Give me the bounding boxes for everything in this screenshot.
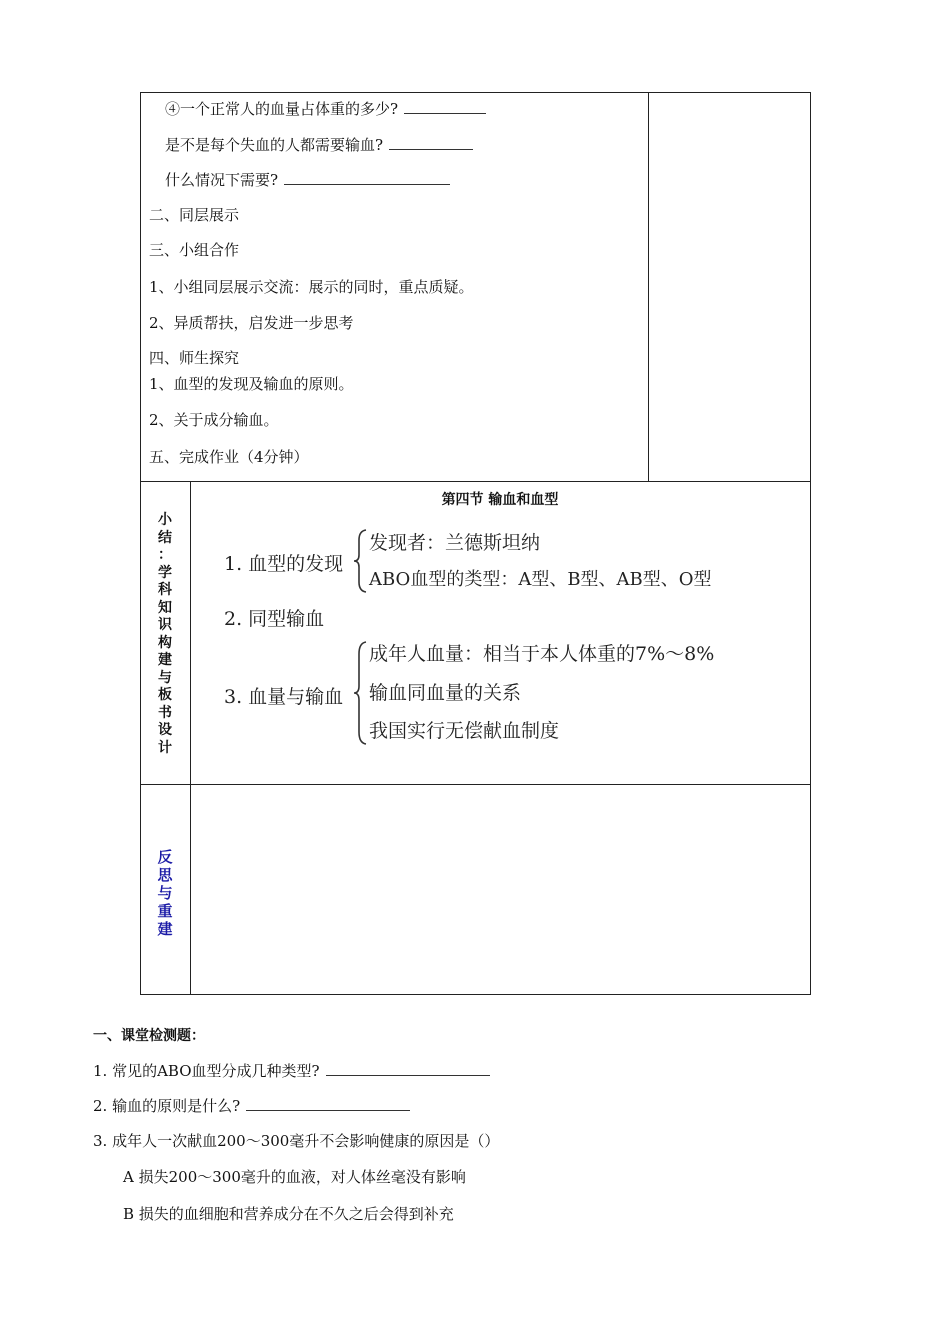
step-4-2: 2、关于成分输血。 <box>149 411 279 429</box>
side-label-char: 科 <box>158 582 172 598</box>
exercise-q1: 1. 常见的ABO血型分成几种类型? <box>93 1063 490 1079</box>
side-label-char: 建 <box>158 652 172 668</box>
side-label-char: 构 <box>158 634 172 651</box>
side-label-char: 与 <box>158 669 172 686</box>
step-3-2: 2、异质帮扶，启发进一步思考 <box>149 314 354 332</box>
side-label-char: 结 <box>158 529 172 546</box>
summary-title: 第四节 输血和血型 <box>441 492 559 508</box>
board-item-3-sub-2: 输血同血量的关系 <box>369 682 522 704</box>
board-item-2-label: 2. 同型输血 <box>224 608 325 630</box>
question-4-line-1: ④一个正常人的血量占体重的多少? <box>165 101 486 117</box>
answer-blank[interactable] <box>326 1063 490 1076</box>
side-label-char: 重 <box>157 902 173 920</box>
side-label-char: 与 <box>157 884 173 902</box>
board-item-3-sub-3: 我国实行无偿献血制度 <box>369 720 560 742</box>
step-3-1: 1、小组同层展示交流：展示的同时，重点质疑。 <box>149 278 474 296</box>
side-label-char: 学 <box>158 564 172 581</box>
reflection-side-label <box>155 848 175 938</box>
exercise-q3-option-b[interactable]: B 损失的血细胞和营养成分在不久之后会得到补充 <box>123 1205 454 1223</box>
table-border-right <box>810 92 811 995</box>
reflection-area[interactable] <box>191 785 810 994</box>
table-row-separator-1 <box>140 481 811 482</box>
side-label-char: 识 <box>158 617 172 633</box>
answer-blank[interactable] <box>284 172 450 185</box>
answer-blank[interactable] <box>389 137 473 150</box>
question-4-line-2: 是不是每个失血的人都需要输血? <box>165 137 473 153</box>
board-item-3-label: 3. 血量与输血 <box>224 686 344 708</box>
brace-icon <box>353 528 369 594</box>
exercise-q2: 2. 输血的原则是什么? <box>93 1098 410 1114</box>
side-label-char: 板 <box>158 687 172 703</box>
answer-blank[interactable] <box>246 1098 410 1111</box>
side-label-char: 小 <box>158 512 172 528</box>
summary-side-label <box>155 512 175 757</box>
side-label-char: ： <box>158 547 172 563</box>
question-4-line-3: 什么情况下需要? <box>165 172 450 188</box>
side-label-char: 建 <box>157 920 173 938</box>
side-label-char: 设 <box>158 722 172 738</box>
exercise-q3-option-a[interactable]: A 损失200～300毫升的血液，对人体丝毫没有影响 <box>123 1168 466 1186</box>
exercises-heading: 一、课堂检测题： <box>93 1028 205 1044</box>
brace-icon <box>353 640 369 746</box>
step-4-1: 1、血型的发现及输血的原则。 <box>149 375 354 393</box>
table-border-top <box>140 92 811 93</box>
side-label-char: 知 <box>158 599 172 616</box>
board-item-1-label: 1. 血型的发现 <box>224 553 344 575</box>
step-2: 二、同层展示 <box>149 206 240 224</box>
board-item-1-sub-2: ABO血型的类型：A型、B型、AB型、O型 <box>369 569 712 590</box>
table-border-bottom <box>140 994 811 995</box>
table-divider-upper-column <box>648 92 649 481</box>
step-4: 四、师生探究 <box>149 349 240 367</box>
side-label-char: 反 <box>157 848 173 866</box>
step-5: 五、完成作业（4分钟） <box>149 448 309 466</box>
table-border-left <box>140 92 141 995</box>
board-item-3-sub-1: 成年人血量：相当于本人体重的7%～8% <box>369 643 715 665</box>
exercise-q3: 3. 成年人一次献血200～300毫升不会影响健康的原因是（） <box>93 1132 500 1150</box>
answer-blank[interactable] <box>404 101 486 114</box>
side-label-char: 计 <box>158 739 172 756</box>
board-item-1-sub-1: 发现者：兰德斯坦纳 <box>369 532 541 554</box>
side-label-char: 思 <box>157 866 173 884</box>
side-label-char: 书 <box>158 704 172 721</box>
step-3: 三、小组合作 <box>149 241 240 259</box>
